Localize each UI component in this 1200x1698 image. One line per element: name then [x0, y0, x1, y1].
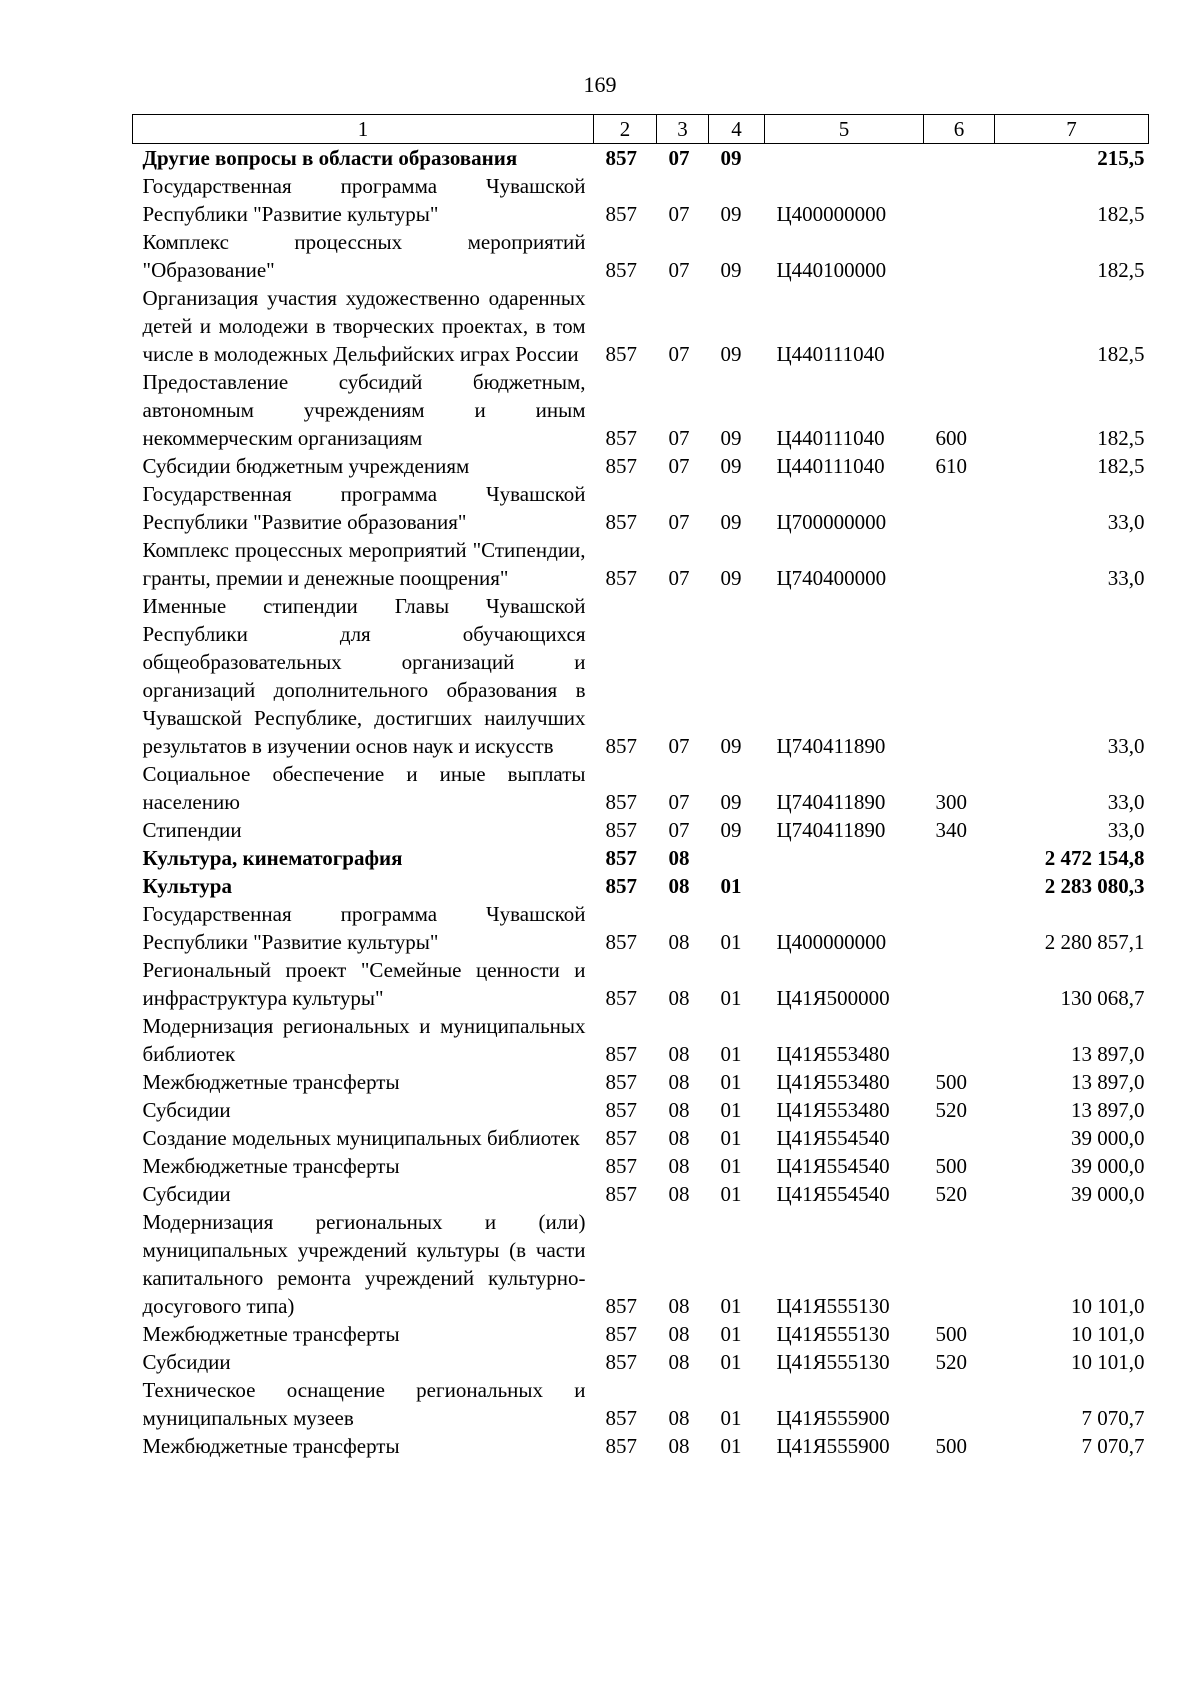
row-code-2: 857	[605, 146, 637, 170]
row-code-2: 857	[605, 930, 637, 954]
row-code-2: 857	[605, 1098, 637, 1122]
row-code-2: 857	[605, 342, 637, 366]
row-code-4: 01	[720, 1042, 742, 1066]
row-code-5	[765, 844, 924, 872]
row-code-6: 500	[935, 1322, 967, 1346]
row-code-5	[765, 144, 924, 173]
row-name: Государственная программа Чувашской Республики "Развитие образования"	[142, 482, 586, 534]
header-col-7: 7	[995, 115, 1149, 144]
row-code-6	[924, 844, 995, 872]
table-row	[133, 900, 1149, 956]
table-row	[133, 872, 1149, 900]
row-code-2: 857	[605, 1042, 637, 1066]
row-code-6: 300	[935, 790, 967, 814]
table-row	[133, 1068, 1149, 1096]
row-code-4: 09	[720, 566, 742, 590]
row-code-3: 08	[668, 1406, 690, 1430]
row-code-4: 01	[720, 1154, 742, 1178]
row-amount: 2 283 080,3	[1044, 874, 1145, 898]
table-header	[133, 115, 1149, 144]
row-code-5: Ц440111040	[776, 426, 885, 450]
row-code-5: Ц41Я555130	[776, 1350, 890, 1374]
row-amount: 2 472 154,8	[1044, 846, 1145, 870]
table-row	[133, 1348, 1149, 1376]
row-amount: 10 101,0	[1071, 1322, 1145, 1346]
row-code-4: 09	[720, 818, 742, 842]
row-amount: 10 101,0	[1071, 1350, 1145, 1374]
row-code-6	[924, 1376, 995, 1432]
row-amount: 215,5	[1097, 146, 1145, 170]
row-code-6: 520	[935, 1098, 967, 1122]
row-name: Модернизация региональных и муниципальных библиотек	[142, 1014, 586, 1066]
table-row	[133, 480, 1149, 536]
row-code-5: Ц440100000	[776, 258, 887, 282]
row-code-6	[924, 536, 995, 592]
row-amount: 33,0	[1107, 734, 1145, 758]
table-row	[133, 816, 1149, 844]
table-row	[133, 144, 1149, 173]
table-row	[133, 452, 1149, 480]
row-code-2: 857	[605, 1294, 637, 1318]
row-code-6	[924, 900, 995, 956]
row-code-2: 857	[605, 818, 637, 842]
table-row	[133, 172, 1149, 228]
table-row	[133, 536, 1149, 592]
row-code-5: Ц740411890	[776, 818, 886, 842]
table-row	[133, 956, 1149, 1012]
row-code-4: 01	[720, 1322, 742, 1346]
row-code-2: 857	[605, 1350, 637, 1374]
row-code-6: 610	[935, 454, 967, 478]
row-name: Стипендии	[142, 818, 242, 842]
row-code-3: 08	[668, 1434, 690, 1458]
row-code-5: Ц41Я553480	[776, 1042, 890, 1066]
table-row	[133, 1180, 1149, 1208]
row-code-6: 520	[935, 1350, 967, 1374]
row-code-6	[924, 956, 995, 1012]
row-code-6: 520	[935, 1182, 967, 1206]
row-code-5: Ц740411890	[776, 734, 886, 758]
table-row	[133, 1432, 1149, 1460]
table-row	[133, 368, 1149, 452]
row-code-5: Ц740411890	[776, 790, 886, 814]
row-code-2: 857	[605, 454, 637, 478]
row-name: Государственная программа Чувашской Республики "Развитие культуры"	[142, 902, 586, 954]
row-name: Государственная программа Чувашской Республики "Развитие культуры"	[142, 174, 586, 226]
row-code-4: 09	[720, 734, 742, 758]
row-code-2: 857	[605, 258, 637, 282]
header-col-5: 5	[765, 115, 924, 144]
row-code-5: Ц41Я554540	[776, 1126, 890, 1150]
table-row	[133, 844, 1149, 872]
row-code-5: Ц41Я554540	[776, 1154, 890, 1178]
row-amount: 2 280 857,1	[1044, 930, 1145, 954]
row-code-2: 857	[605, 846, 637, 870]
row-code-6	[924, 1012, 995, 1068]
row-name: Культура	[142, 874, 232, 898]
row-name: Предоставление субсидий бюджетным, автономным учреждениям и иным некоммерческим организациям	[142, 370, 586, 450]
row-code-2: 857	[605, 510, 637, 534]
row-code-5: Ц440111040	[776, 454, 885, 478]
row-code-6	[924, 1208, 995, 1320]
row-code-5: Ц400000000	[776, 930, 887, 954]
row-code-2: 857	[605, 986, 637, 1010]
row-code-4: 01	[720, 986, 742, 1010]
row-code-3: 07	[668, 818, 690, 842]
table-row	[133, 1208, 1149, 1320]
row-code-2: 857	[605, 202, 637, 226]
table-row	[133, 1096, 1149, 1124]
row-code-5: Ц700000000	[776, 510, 887, 534]
table-row	[133, 1320, 1149, 1348]
row-code-3: 07	[668, 566, 690, 590]
header-col-1: 1	[133, 115, 594, 144]
row-name: Техническое оснащение региональных и муниципальных музеев	[142, 1378, 586, 1430]
row-amount: 33,0	[1107, 790, 1145, 814]
row-name: Субсидии	[142, 1182, 231, 1206]
row-code-3: 08	[668, 986, 690, 1010]
row-code-2: 857	[605, 1126, 637, 1150]
table-row	[133, 760, 1149, 816]
row-code-3: 08	[668, 1098, 690, 1122]
row-code-4: 09	[720, 510, 742, 534]
row-amount: 13 897,0	[1071, 1042, 1145, 1066]
row-name: Именные стипендии Главы Чувашской Республики для обучающихся общеобразовательных организаций и организаций дополнительного образования в Чувашской Республике, достигших наилучших результатов в изучении основ наук и искусств	[142, 594, 586, 758]
table-row	[133, 1124, 1149, 1152]
row-code-3: 07	[668, 258, 690, 282]
row-name: Региональный проект "Семейные ценности и инфраструктура культуры"	[142, 958, 586, 1010]
row-code-2: 857	[605, 1070, 637, 1094]
row-code-4: 01	[720, 1434, 742, 1458]
row-code-4: 01	[720, 1182, 742, 1206]
row-code-4: 01	[720, 1126, 742, 1150]
row-code-6	[924, 228, 995, 284]
row-code-4: 09	[720, 426, 742, 450]
row-code-4: 09	[720, 202, 742, 226]
row-code-3: 08	[668, 930, 690, 954]
row-code-2: 857	[605, 874, 637, 898]
row-code-4: 01	[720, 874, 742, 898]
row-code-3: 08	[668, 1322, 690, 1346]
row-name: Комплекс процессных мероприятий "Образование"	[142, 230, 586, 282]
row-code-6	[924, 172, 995, 228]
row-code-4: 09	[720, 258, 742, 282]
row-code-5: Ц41Я555130	[776, 1294, 890, 1318]
row-amount: 182,5	[1097, 454, 1145, 478]
header-col-2: 2	[594, 115, 657, 144]
row-code-4: 09	[720, 790, 742, 814]
row-code-3: 07	[668, 146, 690, 170]
row-code-2: 857	[605, 566, 637, 590]
row-code-4: 01	[720, 1070, 742, 1094]
row-code-6: 500	[935, 1434, 967, 1458]
row-amount: 182,5	[1097, 342, 1145, 366]
row-amount: 182,5	[1097, 426, 1145, 450]
row-code-2: 857	[605, 1322, 637, 1346]
row-code-4: 01	[720, 1406, 742, 1430]
row-name: Комплекс процессных мероприятий "Стипендии, гранты, премии и денежные поощрения"	[142, 538, 586, 590]
row-code-5: Ц41Я553480	[776, 1070, 890, 1094]
row-name: Культура, кинематография	[142, 846, 403, 870]
row-code-6	[924, 872, 995, 900]
header-col-4: 4	[709, 115, 765, 144]
row-code-3: 08	[668, 1294, 690, 1318]
row-code-3: 08	[668, 1350, 690, 1374]
table-row	[133, 284, 1149, 368]
row-code-6	[924, 480, 995, 536]
row-code-5	[765, 872, 924, 900]
page-number: 169	[583, 72, 617, 97]
row-code-5: Ц400000000	[776, 202, 887, 226]
row-code-4: 09	[720, 454, 742, 478]
row-code-2: 857	[605, 1182, 637, 1206]
row-amount: 10 101,0	[1071, 1294, 1145, 1318]
row-amount: 33,0	[1107, 818, 1145, 842]
row-code-2: 857	[605, 1154, 637, 1178]
row-amount: 13 897,0	[1071, 1070, 1145, 1094]
row-code-5: Ц440111040	[776, 342, 885, 366]
row-amount: 39 000,0	[1071, 1126, 1145, 1150]
row-code-3: 07	[668, 454, 690, 478]
row-name: Организация участия художественно одаренных детей и молодежи в творческих проектах, в том числе в молодежных Дельфийских играх России	[142, 286, 586, 366]
row-code-4: 01	[720, 1350, 742, 1374]
row-code-4: 01	[720, 1294, 742, 1318]
table-row	[133, 1376, 1149, 1432]
row-code-5: Ц41Я553480	[776, 1098, 890, 1122]
row-name: Межбюджетные трансферты	[142, 1154, 400, 1178]
row-code-4: 09	[720, 146, 742, 170]
row-code-2: 857	[605, 734, 637, 758]
row-amount: 7 070,7	[1081, 1406, 1145, 1430]
row-code-3: 08	[668, 1070, 690, 1094]
row-name: Субсидии	[142, 1098, 231, 1122]
row-amount: 13 897,0	[1071, 1098, 1145, 1122]
table-row	[133, 1152, 1149, 1180]
row-name: Субсидии	[142, 1350, 231, 1374]
row-name: Создание модельных муниципальных библиотек	[142, 1126, 580, 1150]
row-code-3: 07	[668, 426, 690, 450]
row-name: Межбюджетные трансферты	[142, 1434, 400, 1458]
row-code-3: 08	[668, 1126, 690, 1150]
row-code-6	[924, 284, 995, 368]
row-code-2: 857	[605, 1406, 637, 1430]
row-amount: 39 000,0	[1071, 1154, 1145, 1178]
row-code-6: 500	[935, 1154, 967, 1178]
row-amount: 182,5	[1097, 258, 1145, 282]
row-amount: 39 000,0	[1071, 1182, 1145, 1206]
row-code-6: 500	[935, 1070, 967, 1094]
row-code-3: 08	[668, 874, 690, 898]
table-row	[133, 1012, 1149, 1068]
row-code-3: 08	[668, 846, 690, 870]
row-code-2: 857	[605, 1434, 637, 1458]
budget-table	[132, 114, 1149, 1460]
row-amount: 33,0	[1107, 510, 1145, 534]
row-code-3: 07	[668, 342, 690, 366]
row-code-4	[709, 844, 765, 872]
row-code-5: Ц41Я555130	[776, 1322, 890, 1346]
row-code-6	[924, 144, 995, 173]
row-code-5: Ц41Я555900	[776, 1434, 890, 1458]
row-code-5: Ц41Я500000	[776, 986, 890, 1010]
row-name: Модернизация региональных и (или) муниципальных учреждений культуры (в части капитального ремонта учреждений культурно-досугового типа)	[142, 1210, 586, 1318]
row-code-3: 07	[668, 790, 690, 814]
row-code-6	[924, 1124, 995, 1152]
row-code-3: 08	[668, 1182, 690, 1206]
row-amount: 130 068,7	[1060, 986, 1145, 1010]
table-body	[133, 144, 1149, 1461]
row-code-4: 09	[720, 342, 742, 366]
table-row	[133, 592, 1149, 760]
row-code-4: 01	[720, 1098, 742, 1122]
header-col-3: 3	[657, 115, 709, 144]
row-amount: 7 070,7	[1081, 1434, 1145, 1458]
row-code-3: 08	[668, 1154, 690, 1178]
row-name: Субсидии бюджетным учреждениям	[142, 454, 470, 478]
table-row	[133, 228, 1149, 284]
row-code-3: 07	[668, 202, 690, 226]
header-row	[133, 115, 1149, 144]
row-code-6: 340	[935, 818, 967, 842]
row-code-6	[924, 592, 995, 760]
row-code-3: 08	[668, 1042, 690, 1066]
row-code-3: 07	[668, 510, 690, 534]
row-code-5: Ц41Я554540	[776, 1182, 890, 1206]
row-code-5: Ц740400000	[776, 566, 887, 590]
row-code-5: Ц41Я555900	[776, 1406, 890, 1430]
row-code-4: 01	[720, 930, 742, 954]
row-code-2: 857	[605, 426, 637, 450]
header-col-6: 6	[924, 115, 995, 144]
row-name: Социальное обеспечение и иные выплаты населению	[142, 762, 586, 814]
row-amount: 182,5	[1097, 202, 1145, 226]
row-code-6: 600	[935, 426, 967, 450]
row-code-2: 857	[605, 790, 637, 814]
row-name: Межбюджетные трансферты	[142, 1322, 400, 1346]
row-code-3: 07	[668, 734, 690, 758]
row-amount: 33,0	[1107, 566, 1145, 590]
row-name: Межбюджетные трансферты	[142, 1070, 400, 1094]
row-name: Другие вопросы в области образования	[142, 146, 518, 170]
